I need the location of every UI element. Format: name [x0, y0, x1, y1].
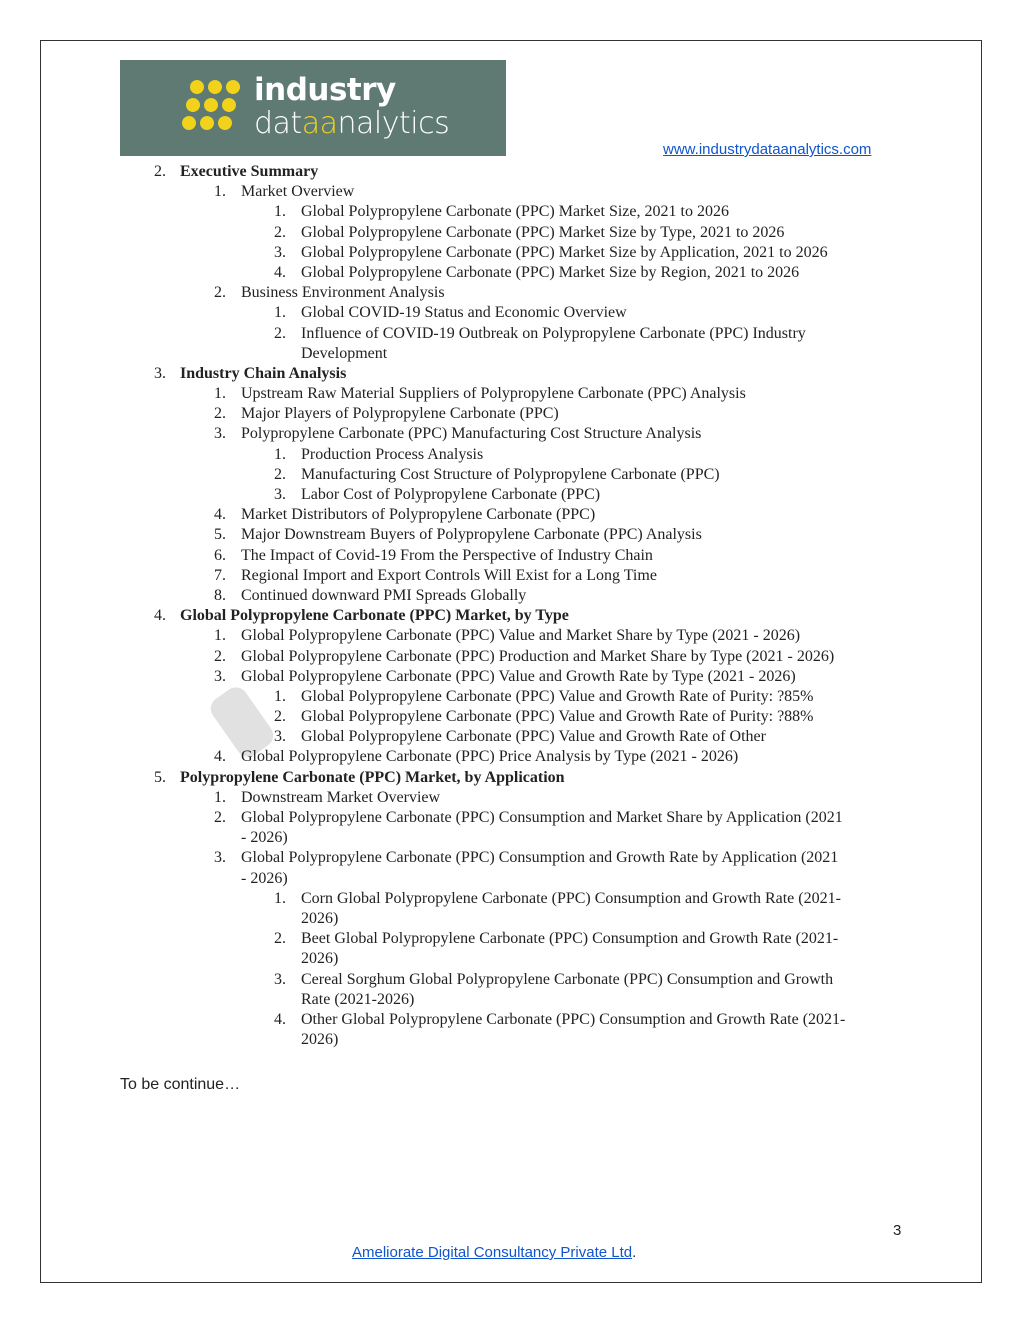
toc-item-text: Global Polypropylene Carbonate (PPC) Production and Market Share by Type (2021 - 2026) [241, 647, 835, 665]
toc-item-text: Global Polypropylene Carbonate (PPC) Value and Growth Rate of Purity: ?88% [301, 708, 814, 726]
toc-item-text: Market Distributors of Polypropylene Carbonate (PPC) [241, 506, 596, 524]
toc-item [0, 848, 1024, 868]
toc-item-number: 2. [214, 405, 226, 423]
toc-item [0, 626, 1024, 646]
toc-item-text: Manufacturing Cost Structure of Polypropylene Carbonate (PPC) [301, 465, 720, 483]
toc-item-number: 4. [274, 1010, 286, 1028]
toc-item-number: 1. [214, 183, 226, 201]
toc-item-text: Other Global Polypropylene Carbonate (PPC) Consumption and Growth Rate (2021- [301, 1010, 846, 1028]
toc-item-text: Major Downstream Buyers of Polypropylene Carbonate (PPC) Analysis [241, 526, 702, 544]
toc-item-number: 6. [214, 546, 226, 564]
toc-item-text: Market Overview [241, 183, 355, 201]
logo-word-dataanalytics: dataanalytics [254, 106, 450, 141]
toc-item-text: Influence of COVID-19 Outbreak on Polypropylene Carbonate (PPC) Industry [301, 324, 806, 342]
toc-item-text: Global Polypropylene Carbonate (PPC) Value and Growth Rate of Purity: ?85% [301, 687, 814, 705]
continuation-note: To be continue… [120, 1076, 241, 1093]
toc-item [0, 687, 1024, 707]
toc-item [0, 747, 1024, 767]
toc-item-text: Global COVID-19 Status and Economic Overview [301, 304, 627, 322]
toc-item-text: Global Polypropylene Carbonate (PPC) Market Size, 2021 to 2026 [301, 203, 729, 221]
toc-item [0, 465, 1024, 485]
toc-item [0, 384, 1024, 404]
toc-item [0, 445, 1024, 465]
website-link[interactable]: www.industrydataanalytics.com [663, 141, 872, 158]
toc-item-continuation [0, 828, 1024, 848]
toc-item [0, 303, 1024, 323]
toc-item-text: Corn Global Polypropylene Carbonate (PPC) Consumption and Growth Rate (2021- [301, 889, 841, 907]
toc-item [0, 505, 1024, 525]
toc-item [0, 202, 1024, 222]
toc-item [0, 586, 1024, 606]
toc-item [0, 283, 1024, 303]
toc-item [0, 707, 1024, 727]
toc-item-text: Global Polypropylene Carbonate (PPC) Market Size by Region, 2021 to 2026 [301, 263, 800, 281]
logo-word-industry: industry [254, 72, 396, 108]
toc-item-number: 1. [214, 788, 226, 806]
toc-item-text: Upstream Raw Material Suppliers of Polypropylene Carbonate (PPC) Analysis [241, 385, 746, 403]
toc-item-text: Downstream Market Overview [241, 788, 441, 806]
toc-item-number: 4. [214, 748, 226, 766]
toc-item-number: 1. [274, 304, 286, 322]
toc-item-text: Production Process Analysis [301, 445, 484, 463]
toc-item-number: 2. [214, 284, 226, 302]
toc-item [0, 889, 1024, 909]
toc-item-continuation [0, 344, 1024, 364]
toc-item-number: 2. [274, 324, 286, 342]
toc-item-text: Beet Global Polypropylene Carbonate (PPC) Consumption and Growth Rate (2021- [301, 930, 839, 948]
toc-item [0, 606, 1024, 626]
toc-item [0, 182, 1024, 202]
toc-item [0, 1010, 1024, 1030]
toc-item-number: 4. [154, 607, 166, 625]
toc-item-text: Global Polypropylene Carbonate (PPC) Consumption and Market Share by Application (2021 [241, 809, 843, 826]
toc-item-text: Global Polypropylene Carbonate (PPC) Consumption and Growth Rate by Application (2021 [241, 849, 839, 867]
toc-item [0, 788, 1024, 808]
toc-item-continuation-text: 2026) [301, 909, 339, 927]
toc-item-number: 3. [154, 364, 166, 382]
toc-item-continuation [0, 990, 1024, 1010]
toc-item [0, 929, 1024, 949]
toc-item-continuation-text: 2026) [301, 950, 339, 968]
toc-item-number: 1. [214, 627, 226, 645]
toc-item-number: 2. [214, 647, 226, 665]
toc-item [0, 404, 1024, 424]
toc-item-text: Polypropylene Carbonate (PPC) Market, by Application [180, 768, 565, 786]
toc-item-text: Global Polypropylene Carbonate (PPC) Market Size by Type, 2021 to 2026 [301, 223, 785, 241]
toc-item-number: 5. [214, 526, 226, 544]
toc-item-number: 3. [214, 849, 226, 867]
toc-item-continuation-text: Development [301, 344, 388, 362]
toc-item-number: 4. [274, 263, 286, 281]
toc-item [0, 727, 1024, 747]
toc-item-text: Regional Import and Export Controls Will Exist for a Long Time [241, 566, 657, 584]
toc-item [0, 647, 1024, 667]
toc-item-number: 2. [154, 163, 166, 180]
toc-item-text: Industry Chain Analysis [180, 364, 347, 382]
toc-item-number: 3. [274, 243, 286, 261]
toc-item-number: 3. [214, 425, 226, 443]
toc-item-number: 2. [274, 223, 286, 241]
toc-item [0, 667, 1024, 687]
footer-period: . [632, 1244, 637, 1261]
toc-item-text: Global Polypropylene Carbonate (PPC) Value and Market Share by Type (2021 - 2026) [241, 627, 801, 645]
toc-item-text: Cereal Sorghum Global Polypropylene Carbonate (PPC) Consumption and Growth [301, 970, 834, 988]
toc-item-number: 2. [274, 708, 286, 726]
toc-item-number: 3. [274, 728, 286, 746]
toc-item [0, 324, 1024, 344]
toc-item-number: 3. [274, 970, 286, 988]
toc-item-text: Major Players of Polypropylene Carbonate (PPC) [241, 405, 559, 423]
toc-item [0, 485, 1024, 505]
toc-item-text: Polypropylene Carbonate (PPC) Manufacturing Cost Structure Analysis [241, 425, 702, 443]
toc-item-text: Global Polypropylene Carbonate (PPC) Value and Growth Rate by Type (2021 - 2026) [241, 667, 796, 685]
toc-item-number: 1. [274, 889, 286, 907]
toc-item [0, 970, 1024, 990]
toc-item-continuation [0, 909, 1024, 929]
toc-item-number: 4. [214, 506, 226, 524]
toc-item-number: 2. [214, 809, 226, 826]
table-of-contents [0, 162, 1024, 1050]
toc-item [0, 424, 1024, 444]
toc-item-number: 2. [274, 465, 286, 483]
toc-item [0, 566, 1024, 586]
toc-item-continuation-text: - 2026) [241, 869, 288, 887]
toc-item [0, 223, 1024, 243]
toc-item-text: Global Polypropylene Carbonate (PPC) Price Analysis by Type (2021 - 2026) [241, 748, 739, 766]
toc-item-text: Executive Summary [180, 163, 319, 180]
toc-item-continuation-text: 2026) [301, 1031, 339, 1049]
company-logo [120, 60, 506, 156]
toc-item-text: Global Polypropylene Carbonate (PPC) Value and Growth Rate of Other [301, 728, 766, 746]
toc-item-number: 2. [274, 930, 286, 948]
toc-item [0, 525, 1024, 545]
toc-item [0, 162, 1024, 182]
toc-item [0, 808, 1024, 828]
toc-item-number: 5. [154, 768, 166, 786]
footer [352, 1244, 636, 1261]
toc-item-text: Global Polypropylene Carbonate (PPC) Market, by Type [180, 607, 569, 625]
toc-item-continuation-text: Rate (2021-2026) [301, 990, 415, 1008]
toc-item-continuation [0, 869, 1024, 889]
toc-item-continuation [0, 1030, 1024, 1050]
toc-item-text: Labor Cost of Polypropylene Carbonate (PPC) [301, 486, 601, 503]
toc-item [0, 546, 1024, 566]
toc-item [0, 243, 1024, 263]
toc-item-text: Global Polypropylene Carbonate (PPC) Market Size by Application, 2021 to 2026 [301, 243, 828, 261]
toc-item-number: 1. [274, 203, 286, 221]
toc-item-number: 3. [274, 486, 286, 503]
company-link[interactable]: Ameliorate Digital Consultancy Private Ltd [352, 1244, 633, 1261]
page-number: 3 [893, 1222, 902, 1239]
toc-item-number: 8. [214, 586, 226, 604]
toc-item [0, 263, 1024, 283]
toc-item-number: 7. [214, 566, 226, 584]
toc-item [0, 364, 1024, 384]
toc-item-continuation [0, 949, 1024, 969]
toc-item [0, 768, 1024, 788]
toc-item-number: 1. [214, 385, 226, 403]
toc-item-continuation-text: - 2026) [241, 829, 288, 847]
toc-item-number: 1. [274, 445, 286, 463]
toc-item-text: Business Environment Analysis [241, 284, 445, 302]
toc-item-number: 1. [274, 687, 286, 705]
toc-item-text: Continued downward PMI Spreads Globally [241, 586, 527, 604]
toc-item-text: The Impact of Covid-19 From the Perspective of Industry Chain [241, 546, 653, 564]
toc-item-number: 3. [214, 667, 226, 685]
